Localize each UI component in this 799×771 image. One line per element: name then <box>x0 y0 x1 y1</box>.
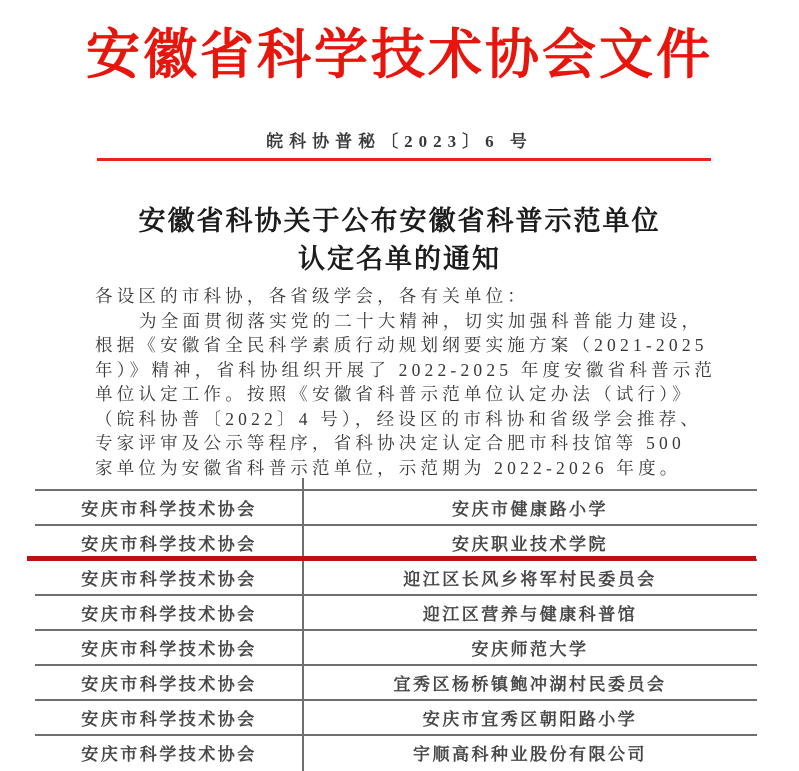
table-row <box>35 594 757 629</box>
table-cell-org: 安庆市科学技术协会 <box>81 605 257 624</box>
document-header-title: 安徽省科学技术协会文件 <box>86 25 713 85</box>
table-cell-unit: 迎江区营养与健康科普馆 <box>422 605 638 624</box>
table-cell-unit: 安庆市宜秀区朝阳路小学 <box>422 710 638 729</box>
body-line: 为全面贯彻落实党的二十大精神，切实加强科普能力建设， <box>139 310 704 331</box>
table-row <box>35 629 757 664</box>
table-cell-unit: 宇顺高科种业股份有限公司 <box>413 745 647 764</box>
body-line: 专家评审及公示等程序，省科协决定认定合肥市科技馆等 500 <box>95 433 685 453</box>
body-line: （皖科协普〔2022〕4 号），经设区的市科协和省级学会推荐、 <box>95 408 703 429</box>
table-cell-unit: 迎江区长风乡将军村民委员会 <box>403 570 657 589</box>
table-cell-org: 安庆市科学技术协会 <box>81 745 257 764</box>
table-cell-unit: 宜秀区杨桥镇鲍冲湖村民委员会 <box>393 675 667 694</box>
table-cell-org: 安庆市科学技术协会 <box>81 675 257 694</box>
table-column-divider <box>302 478 304 771</box>
document-number: 皖科协普秘〔2023〕6 号 <box>266 132 533 151</box>
table-row <box>35 524 757 559</box>
body-line: 单位认定工作。按照《安徽省科普示范单位认定办法（试行）》 <box>95 384 694 404</box>
table-row <box>35 664 757 699</box>
table-cell-unit: 安庆职业技术学院 <box>452 535 608 554</box>
body-line: 年）》精神，省科协组织开展了 2022-2025 年度安徽省科普示范 <box>95 359 717 380</box>
body-line: 各设区的市科协，各省级学会，各有关单位： <box>95 286 529 306</box>
table-cell-unit: 安庆师范大学 <box>471 640 589 659</box>
table-cell-org: 安庆市科学技术协会 <box>81 535 257 554</box>
table-cell-org: 安庆市科学技术协会 <box>81 570 257 589</box>
header-divider-rule <box>97 158 711 161</box>
notice-title-line2: 认定名单的通知 <box>298 244 501 274</box>
table-cell-org: 安庆市科学技术协会 <box>81 710 257 729</box>
table-cell-unit: 安庆市健康路小学 <box>452 500 608 519</box>
notice-title <box>0 202 799 278</box>
notice-body <box>95 284 716 480</box>
highlight-underline <box>27 556 756 561</box>
body-line: 根据《安徽省全民科学素质行动规划纲要实施方案（2021-2025 <box>95 335 708 355</box>
units-table <box>35 489 757 771</box>
table-cell-org: 安庆市科学技术协会 <box>81 640 257 659</box>
table-row <box>35 699 757 734</box>
table-row <box>35 734 757 769</box>
table-row <box>35 559 757 594</box>
table-row <box>35 489 757 524</box>
table-cell-org: 安庆市科学技术协会 <box>81 500 257 519</box>
body-line: 家单位为安徽省科普示范单位，示范期为 2022-2026 年度。 <box>95 457 682 478</box>
notice-title-line1: 安徽省科协关于公布安徽省科普示范单位 <box>138 206 661 236</box>
